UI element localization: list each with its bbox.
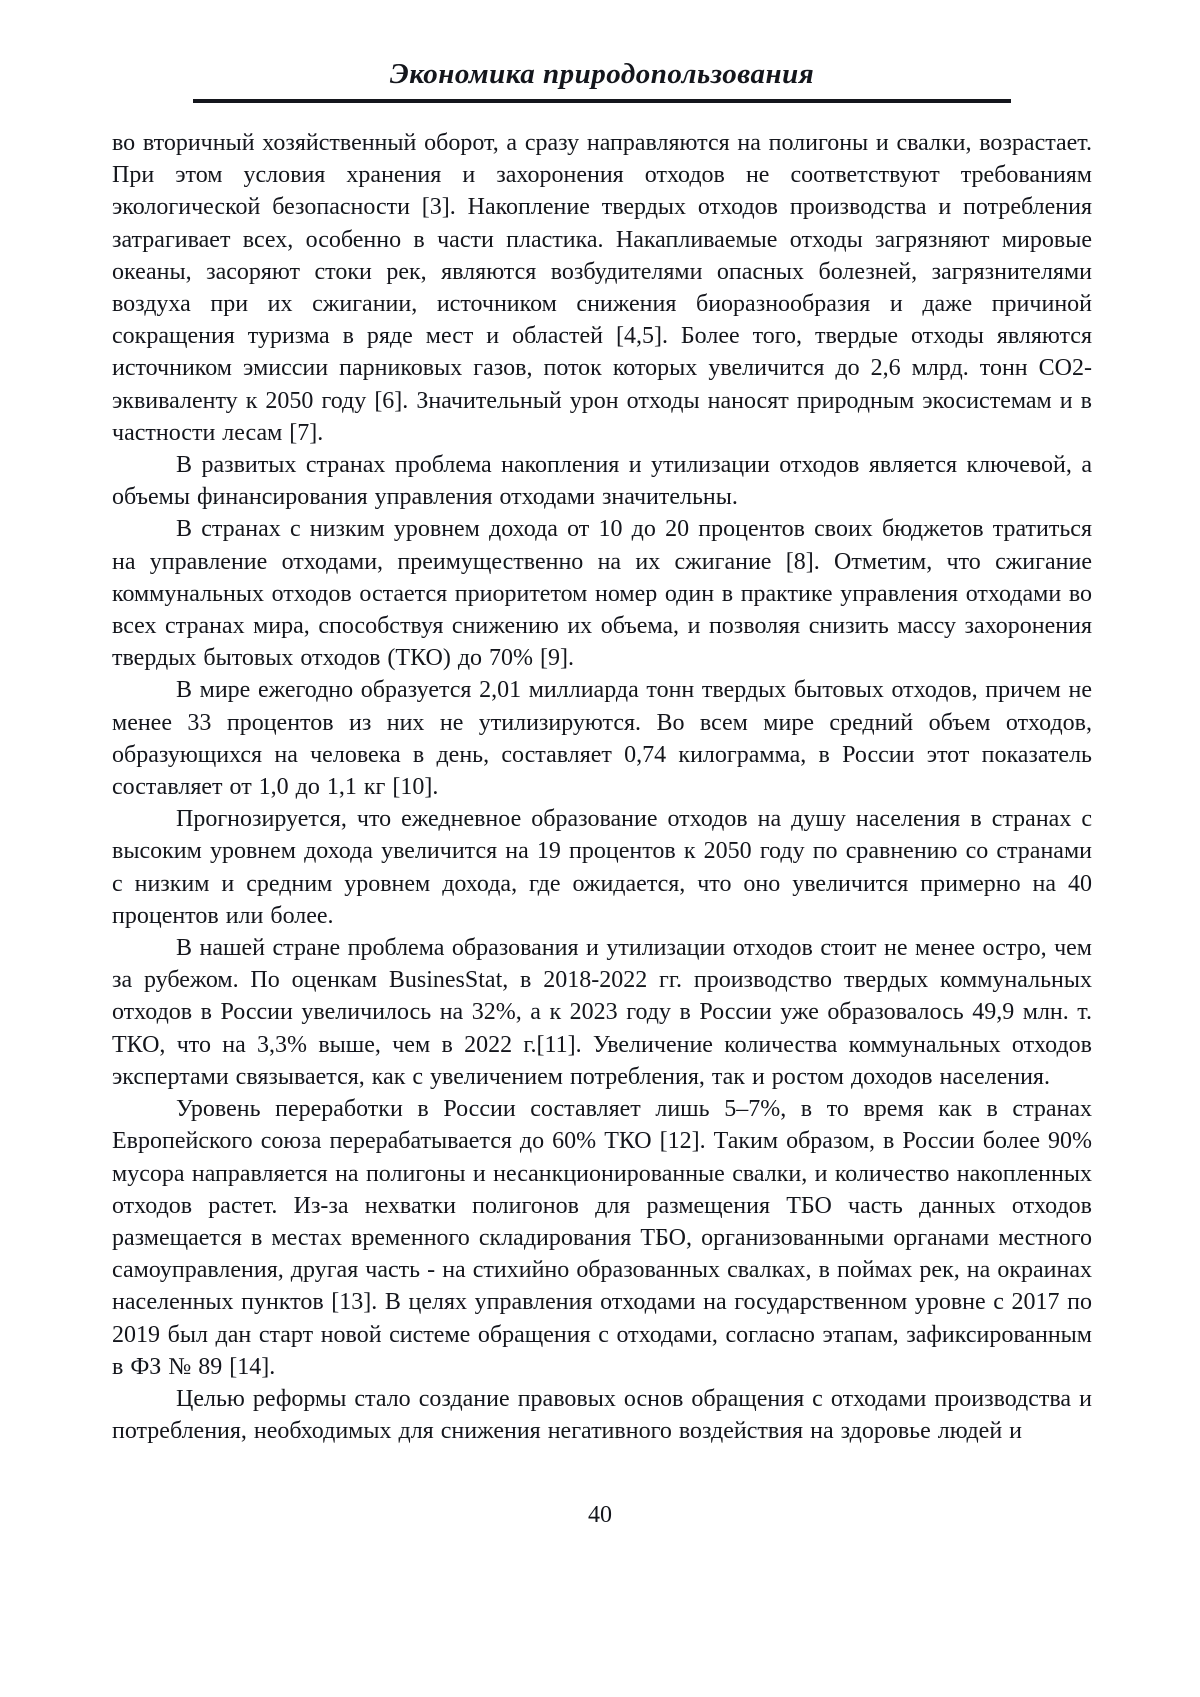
journal-section-title: Экономика природопользования xyxy=(389,58,815,90)
paragraph: В нашей стране проблема образования и утилизации отходов стоит не менее остро, чем за рубежом. По оценкам BusinesStat, в 2018-2022 гг. производство твердых коммунальных отходов в России увеличилось на 32%, а к 2023 году в России уже образовалось 49,9 млн. т. ТКО, что на 3,3% выше, чем в 2022 г.[11]. Увеличение количества коммунальных отходов экспертами связывается, как с увеличением потребления, так и ростом доходов населения. xyxy=(112,935,1092,1090)
paragraph: Прогнозируется, что ежедневное образование отходов на душу населения в странах с высоким уровнем дохода увеличится на 19 процентов к 2050 году по сравнению со странами с низким и средним уровнем дохода, где ожидается, что оно увеличится примерно на 40 процентов или более. xyxy=(112,806,1092,929)
paragraph: В развитых странах проблема накопления и утилизации отходов является ключевой, а объемы финансирования управления отходами значительны. xyxy=(112,452,1092,511)
paragraph: Целью реформы стало создание правовых основ обращения с отходами производства и потребления, необходимых для снижения негативного воздействия на здоровье людей и xyxy=(112,1385,1092,1445)
article-body xyxy=(112,127,1092,1447)
page-number: 40 xyxy=(588,1502,612,1528)
paragraph: В мире ежегодно образуется 2,01 миллиарда тонн твердых бытовых отходов, причем не менее 33 процентов из них не утилизируются. Во всем мире средний объем отходов, образующихся на человека в день, составляет 0,74 килограмма, в России этот показатель составляет от 1,0 до 1,1 кг [10]. xyxy=(112,677,1092,801)
header-rule xyxy=(193,99,1011,103)
paragraph: Уровень переработки в России составляет лишь 5–7%, в то время как в странах Европейского союза перерабатывается до 60% ТКО [12]. Таким образом, в России более 90% мусора направляется на полигоны и несанкционированные свалки, и количество накопленных отходов растет. Из-за нехватки полигонов для размещения ТБО часть данных отходов размещается в местах временного складирования ТБО, организованными органами местного самоуправления, другая часть - на стихийно образованных свалках, в поймах рек, на окраинах населенных пунктов [13]. В целях управления отходами на государственном уровне с 2017 по 2019 был дан старт новой системе обращения с отходами, согласно этапам, зафиксированным в ФЗ № 89 [14]. xyxy=(112,1096,1092,1380)
paragraph: В странах с низким уровнем дохода от 10 до 20 процентов своих бюджетов тратиться на управление отходами, преимущественно на их сжигание [8]. Отметим, что сжигание коммунальных отходов остается приоритетом номер один в практике управления отходами во всех странах мира, способствуя снижению их объема, и позволяя снизить массу захоронения твердых бытовых отходов (ТКО) до 70% [9]. xyxy=(112,516,1092,672)
paragraph: во вторичный хозяйственный оборот, а сразу направляются на полигоны и свалки, возрастает. При этом условия хранения и захоронения отходов не соответствуют требованиям экологической безопасности [3]. Накопление твердых отходов производства и потребления затрагивает всех, особенно в части пластика. Накапливаемые отходы загрязняют мировые океаны, засоряют стоки рек, являются возбудителями опасных болезней, загрязнителями воздуха при их сжигании, источником снижения биоразнообразия и даже причиной сокращения туризма в ряде мест и областей [4,5]. Более того, твердые отходы являются источником эмиссии парниковых газов, поток которых увеличится до 2,6 млрд. тонн CO2-эквиваленту к 2050 году [6]. Значительный урон отходы наносят природным экосистемам и в частности лесам [7]. xyxy=(112,130,1092,446)
